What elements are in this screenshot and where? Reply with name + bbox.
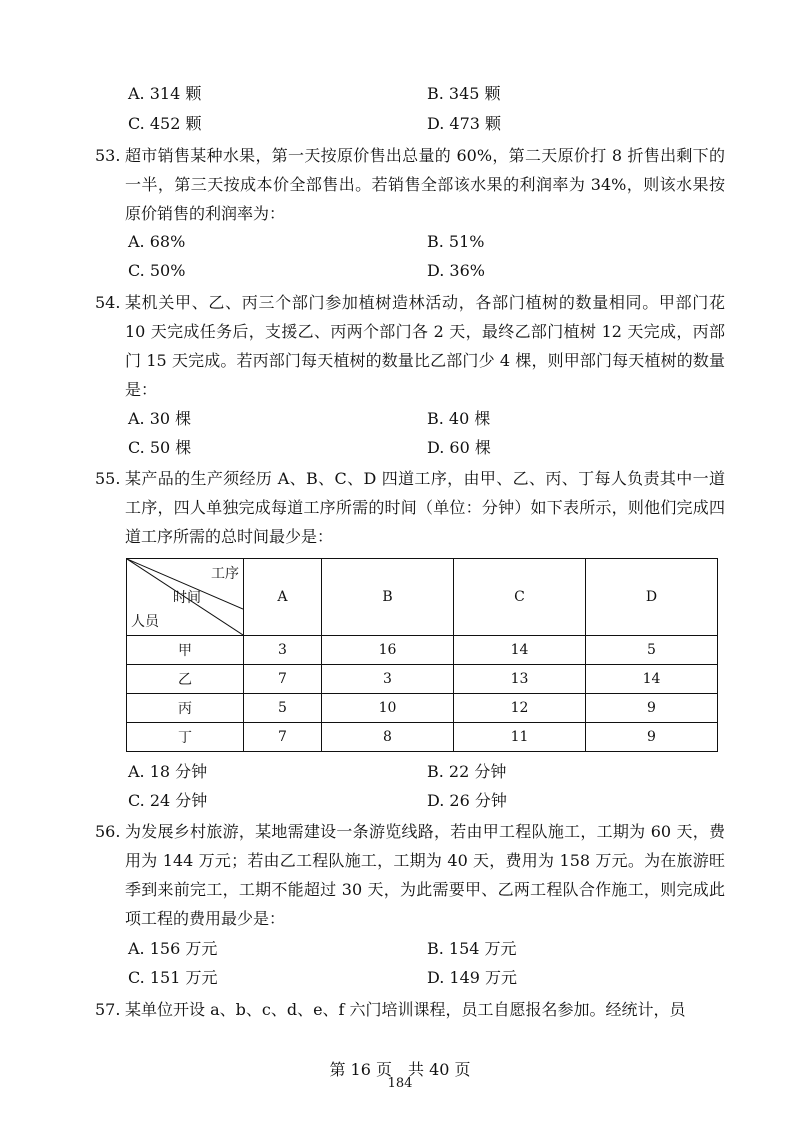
question-text: 某单位开设 a、b、c、d、e、f 六门培训课程，员工自愿报名参加。经统计，员	[125, 1000, 686, 1019]
question-55	[95, 464, 725, 551]
sheet-number: 184	[387, 1076, 413, 1091]
q54-options-row-2	[128, 434, 728, 462]
question-number: 56.	[95, 822, 121, 841]
q56-options-row-1	[128, 935, 728, 963]
table-corner-cell	[127, 559, 244, 636]
table-cell: 11	[453, 723, 585, 752]
q54-option-d: D. 60 棵	[427, 438, 491, 457]
q53-option-c: C. 50%	[128, 261, 186, 280]
table-cell: 14	[585, 665, 717, 694]
q55-option-b: B. 22 分钟	[427, 762, 507, 781]
table-row-label: 丁	[127, 723, 244, 752]
table-cell: 16	[321, 636, 453, 665]
corner-label-time: 时间	[173, 590, 201, 606]
table-row-label: 乙	[127, 665, 244, 694]
q55-option-a: A. 18 分钟	[128, 762, 208, 781]
corner-label-person: 人员	[131, 614, 159, 630]
q52-option-c: C. 452 颗	[128, 114, 202, 133]
table-col-header: A	[244, 559, 322, 636]
table-row	[127, 723, 718, 752]
q53-option-d: D. 36%	[427, 261, 485, 280]
table-cell: 7	[244, 723, 322, 752]
table-cell: 9	[585, 723, 717, 752]
question-54	[95, 288, 725, 404]
table-col-header: D	[585, 559, 717, 636]
q52-option-a: A. 314 颗	[128, 84, 202, 103]
table-cell: 14	[453, 636, 585, 665]
q52-option-d: D. 473 颗	[427, 114, 502, 133]
q53-options-row-2	[128, 257, 728, 285]
question-number: 54.	[95, 293, 121, 312]
table-cell: 7	[244, 665, 322, 694]
question-text: 某机关甲、乙、丙三个部门参加植树造林活动，各部门植树的数量相同。甲部门花 10 天完成任务后，支援乙、丙两个部门各 2 天，最终乙部门植树 12 天完成，丙部门 15 天完成。若丙部门每天植树的数量比乙部门少 4 棵，则甲部门每天植树的数量是：	[125, 293, 725, 399]
table-row	[127, 694, 718, 723]
q55-options-row-1	[128, 758, 728, 786]
question-57	[95, 995, 725, 1024]
table-cell: 3	[244, 636, 322, 665]
q52-options-row-2	[128, 110, 728, 138]
table-cell: 9	[585, 694, 717, 723]
question-number: 53.	[95, 146, 121, 165]
table-cell: 12	[453, 694, 585, 723]
q56-options-row-2	[128, 964, 728, 992]
q53-options-row-1	[128, 228, 728, 256]
table-row-label: 丙	[127, 694, 244, 723]
table-row	[127, 665, 718, 694]
table-cell: 8	[321, 723, 453, 752]
q56-option-b: B. 154 万元	[427, 939, 517, 958]
q56-option-a: A. 156 万元	[128, 939, 218, 958]
q55-options-row-2	[128, 787, 728, 815]
table-cell: 3	[321, 665, 453, 694]
question-number: 55.	[95, 469, 121, 488]
q53-option-a: A. 68%	[128, 232, 186, 251]
question-text: 为发展乡村旅游，某地需建设一条游览线路，若由甲工程队施工，工期为 60 天，费用为 144 万元；若由乙工程队施工，工期为 40 天，费用为 158 万元。为在旅游旺季到来前完工，工期不能超过 30 天，为此需要甲、乙两工程队合作施工，则完成此项工程的费用最少是：	[125, 822, 725, 928]
table-col-header: C	[453, 559, 585, 636]
q55-option-c: C. 24 分钟	[128, 791, 208, 810]
question-53	[95, 141, 725, 228]
table-cell: 10	[321, 694, 453, 723]
q54-option-c: C. 50 棵	[128, 438, 192, 457]
q52-options-row-1	[128, 80, 728, 108]
q54-options-row-1	[128, 405, 728, 433]
q52-option-b: B. 345 颗	[427, 84, 501, 103]
table-cell: 5	[585, 636, 717, 665]
q55-option-d: D. 26 分钟	[427, 791, 507, 810]
table-row	[127, 636, 718, 665]
q53-option-b: B. 51%	[427, 232, 485, 251]
question-text: 某产品的生产须经历 A、B、C、D 四道工序，由甲、乙、丙、丁每人负责其中一道工序，四人单独完成每道工序所需的时间（单位：分钟）如下表所示，则他们完成四道工序所需的总时间最少是：	[125, 469, 725, 546]
question-number: 57.	[95, 1000, 121, 1019]
page-footer-label: 第 16 页 共 40 页	[329, 1060, 471, 1079]
question-text: 超市销售某种水果，第一天按原价售出总量的 60%，第二天原价打 8 折售出剩下的一半，第三天按成本价全部售出。若销售全部该水果的利润率为 34%，则该水果按原价销售的利润率为：	[125, 146, 725, 223]
q54-option-a: A. 30 棵	[128, 409, 192, 428]
q56-option-c: C. 151 万元	[128, 968, 218, 987]
q56-option-d: D. 149 万元	[427, 968, 518, 987]
question-56	[95, 817, 725, 933]
table-cell: 13	[453, 665, 585, 694]
q54-option-b: B. 40 棵	[427, 409, 491, 428]
table-row-label: 甲	[127, 636, 244, 665]
corner-label-process: 工序	[211, 566, 239, 582]
time-table	[126, 558, 718, 750]
table-col-header: B	[321, 559, 453, 636]
table-cell: 5	[244, 694, 322, 723]
